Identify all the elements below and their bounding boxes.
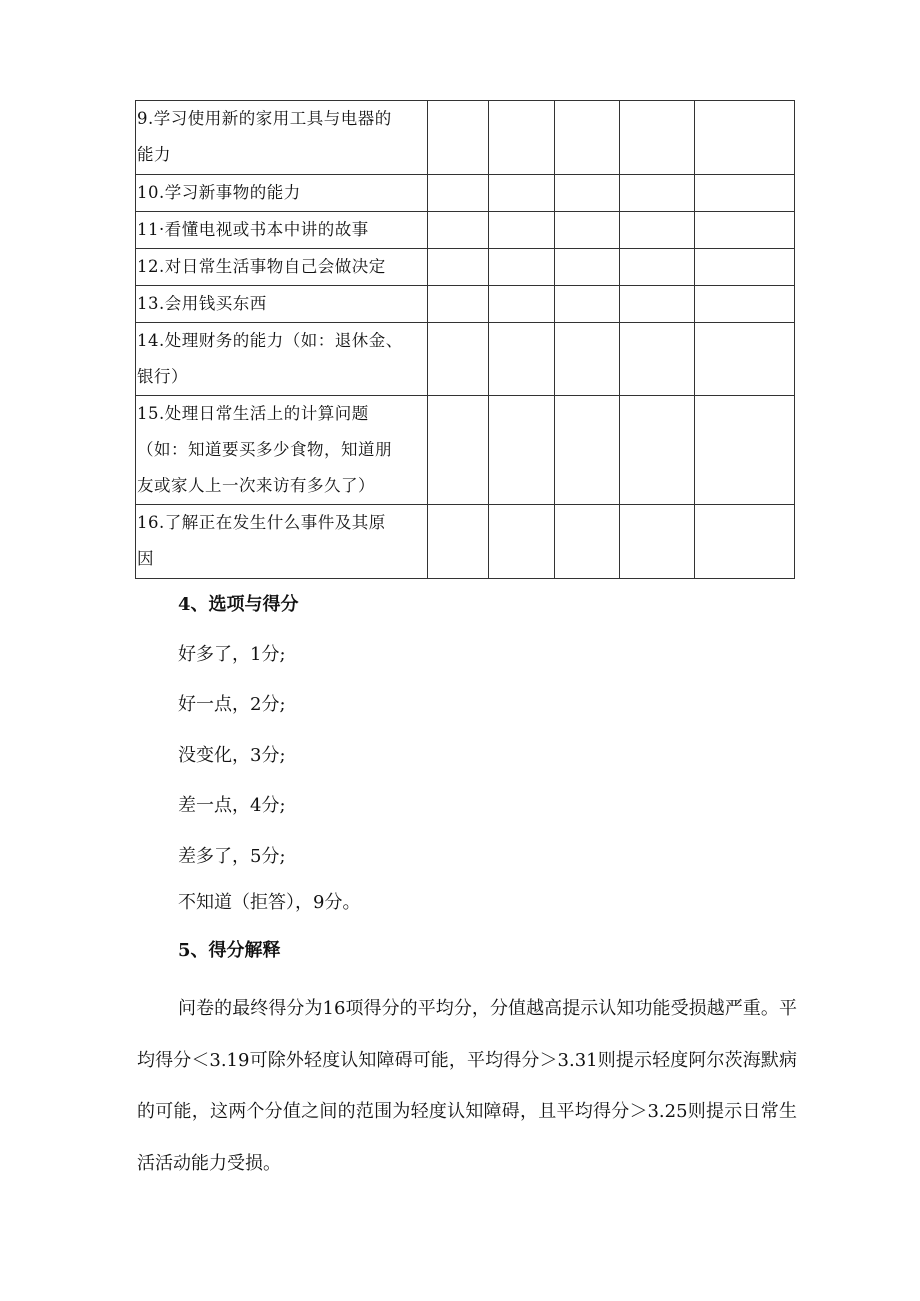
item-label-line: 16.了解正在发生什么事件及其原: [137, 513, 386, 532]
score-cell[interactable]: [428, 212, 489, 249]
score-cell[interactable]: [620, 396, 695, 505]
option-1: 好多了，1分;: [178, 644, 286, 665]
item-label-cell: [136, 396, 428, 505]
score-cell[interactable]: [555, 505, 620, 579]
score-cell[interactable]: [428, 286, 489, 323]
score-cell[interactable]: [428, 249, 489, 286]
score-cell[interactable]: [695, 396, 795, 505]
score-cell[interactable]: [695, 101, 795, 175]
score-cell[interactable]: [555, 323, 620, 396]
score-cell[interactable]: [489, 249, 555, 286]
item-label-line: （如：知道要买多少食物，知道朋: [137, 440, 392, 459]
score-cell[interactable]: [555, 396, 620, 505]
item-label-line: 9.学习使用新的家用工具与电器的: [137, 109, 392, 128]
score-cell[interactable]: [428, 323, 489, 396]
item-label-line: 友或家人上一次来访有多久了）: [137, 476, 375, 495]
option-4: 差一点，4分;: [178, 795, 286, 816]
item-label-line: 银行）: [137, 367, 188, 386]
item-label-line: 13.会用钱买东西: [137, 294, 267, 313]
table-row: [136, 286, 795, 323]
score-cell[interactable]: [620, 249, 695, 286]
score-cell[interactable]: [489, 101, 555, 175]
score-cell[interactable]: [555, 101, 620, 175]
score-cell[interactable]: [555, 249, 620, 286]
item-label-line: 能力: [137, 145, 171, 164]
item-label-cell: [136, 101, 428, 175]
score-cell[interactable]: [428, 101, 489, 175]
table-row: [136, 396, 795, 505]
item-label-line: 11·看懂电视或书本中讲的故事: [137, 220, 369, 239]
score-cell[interactable]: [695, 175, 795, 212]
score-cell[interactable]: [555, 212, 620, 249]
score-cell[interactable]: [620, 212, 695, 249]
score-cell[interactable]: [489, 323, 555, 396]
score-cell[interactable]: [555, 286, 620, 323]
score-cell[interactable]: [620, 286, 695, 323]
score-explanation-paragraph: 问卷的最终得分为16项得分的平均分，分值越高提示认知功能受损越严重。平均得分＜3.19可除外轻度认知障碍可能，平均得分＞3.31则提示轻度阿尔茨海默病的可能，这两个分值之间的范围为轻度认知障碍，且平均得分＞3.25则提示日常生活活动能力受损。: [137, 998, 797, 1174]
item-label-cell: [136, 175, 428, 212]
item-label-line: 15.处理日常生活上的计算问题: [137, 404, 369, 423]
score-cell[interactable]: [695, 212, 795, 249]
item-label-line: 10.学习新事物的能力: [137, 183, 301, 202]
score-cell[interactable]: [695, 323, 795, 396]
score-cell[interactable]: [695, 505, 795, 579]
option-2: 好一点，2分;: [178, 694, 286, 715]
table-row: [136, 175, 795, 212]
score-cell[interactable]: [695, 249, 795, 286]
score-cell[interactable]: [428, 175, 489, 212]
score-cell[interactable]: [555, 175, 620, 212]
score-cell[interactable]: [620, 101, 695, 175]
score-cell[interactable]: [489, 396, 555, 505]
section-4-heading: 4、选项与得分: [178, 594, 299, 615]
item-label-cell: [136, 249, 428, 286]
score-cell[interactable]: [489, 286, 555, 323]
score-cell[interactable]: [620, 175, 695, 212]
assessment-table: [135, 100, 795, 579]
item-label-line: 因: [137, 549, 154, 568]
table-row: [136, 323, 795, 396]
item-label-cell: [136, 212, 428, 249]
option-5: 差多了，5分;: [178, 846, 286, 867]
table-row: [136, 505, 795, 579]
score-cell[interactable]: [489, 212, 555, 249]
table-row: [136, 101, 795, 175]
score-cell[interactable]: [620, 323, 695, 396]
score-cell[interactable]: [695, 286, 795, 323]
item-label-cell: [136, 505, 428, 579]
table-row: [136, 212, 795, 249]
score-cell[interactable]: [428, 505, 489, 579]
score-cell[interactable]: [620, 505, 695, 579]
score-cell[interactable]: [489, 175, 555, 212]
score-cell[interactable]: [428, 396, 489, 505]
item-label-line: 14.处理财务的能力（如：退休金、: [137, 331, 403, 350]
item-label-line: 12.对日常生活事物自己会做决定: [137, 257, 386, 276]
item-label-cell: [136, 286, 428, 323]
table-row: [136, 249, 795, 286]
score-cell[interactable]: [489, 505, 555, 579]
section-5-heading: 5、得分解释: [178, 940, 281, 961]
item-label-cell: [136, 323, 428, 396]
option-9: 不知道（拒答），9分。: [178, 892, 361, 913]
option-3: 没变化，3分;: [178, 745, 286, 766]
